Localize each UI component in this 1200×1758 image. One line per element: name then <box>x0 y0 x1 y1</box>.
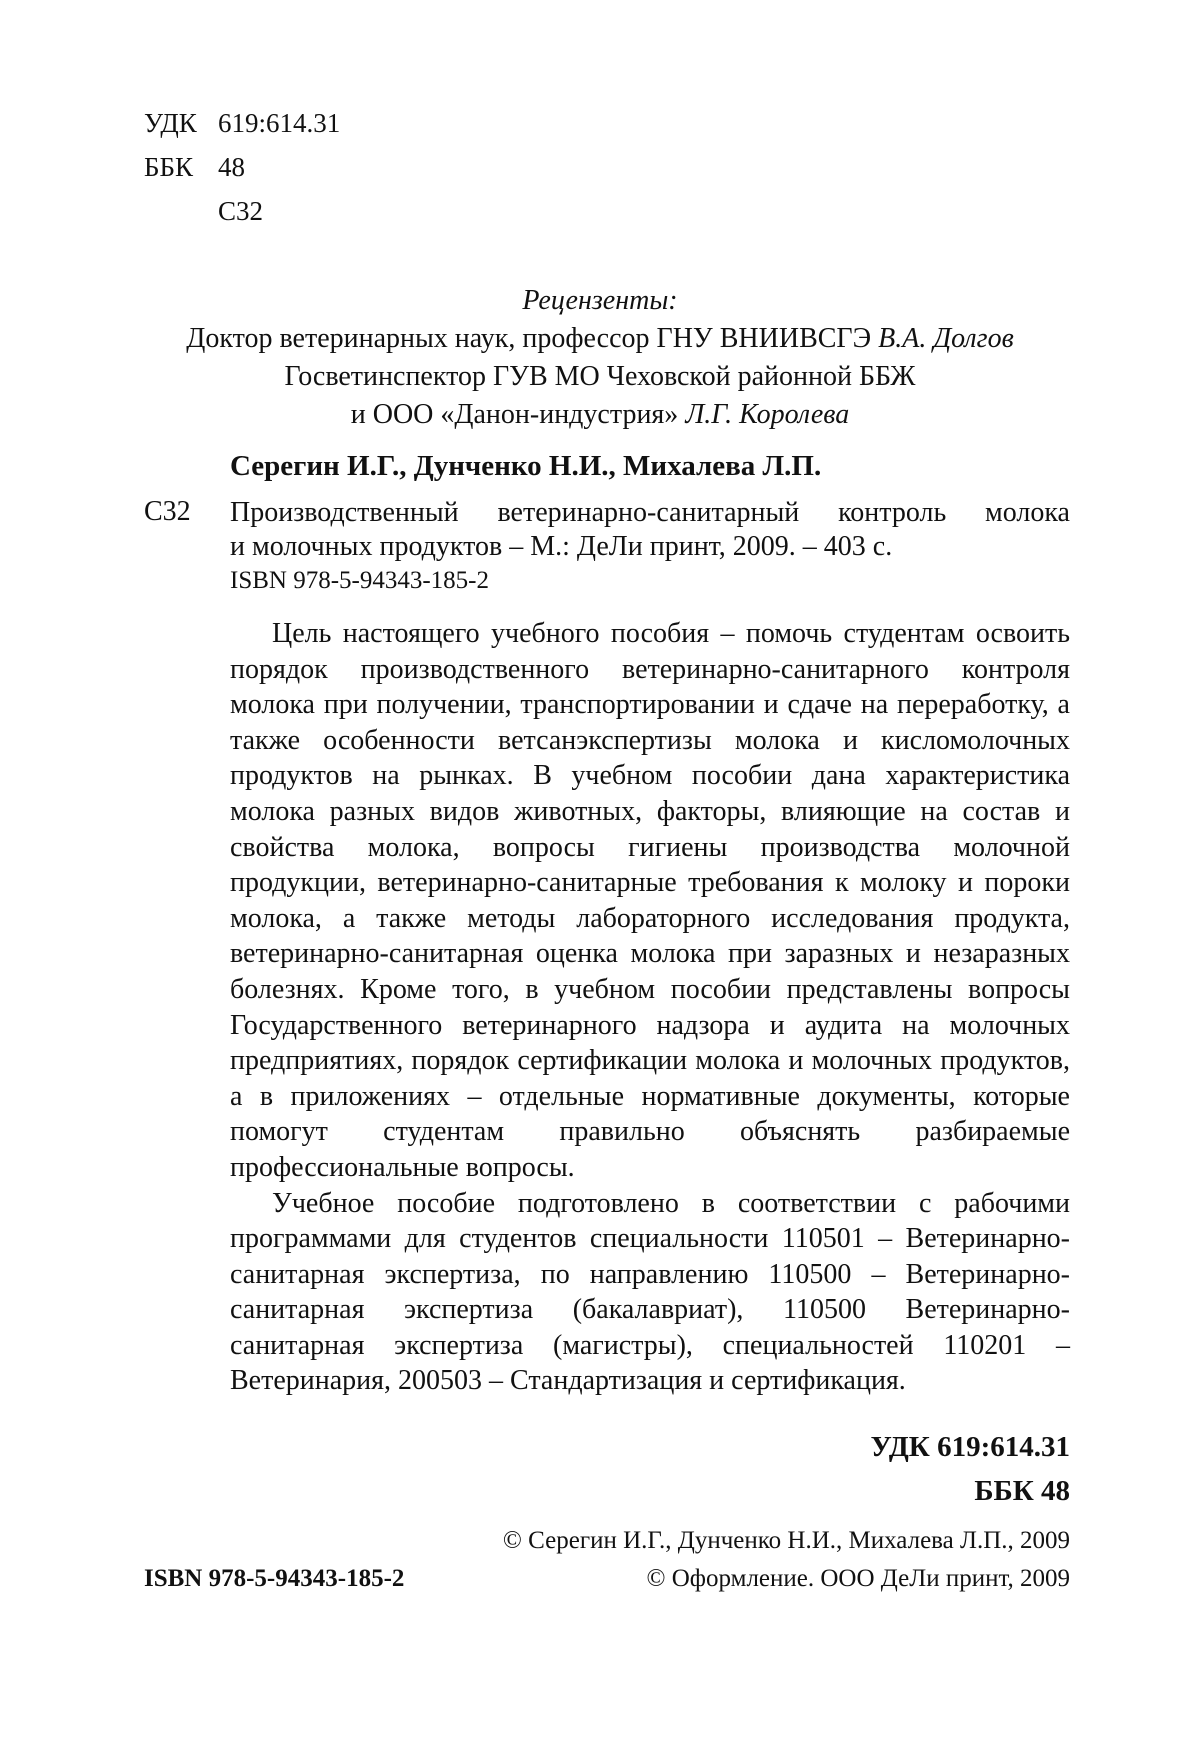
author-mark: С32 <box>218 196 264 226</box>
udk-line <box>144 104 340 142</box>
bottom-isbn: ISBN 978-5-94343-185-2 <box>144 1565 405 1592</box>
reviewer-1-name: В.А. Долгов <box>878 323 1014 354</box>
abstract <box>230 616 1070 1399</box>
book-title-line-1: Производственный ветеринарно-санитарный контроль молока <box>230 497 1070 528</box>
reviewer-line-3 <box>150 396 1050 434</box>
reviewer-2-organization: и ООО «Данон-индустрия» <box>350 399 679 430</box>
reviewers-title: Рецензенты: <box>522 285 678 316</box>
reviewers-block <box>150 282 1050 434</box>
book-title-line-2: и молочных продуктов – М.: ДеЛи принт, 2009. – 403 с. <box>230 531 893 562</box>
bbk-label: ББК <box>144 152 194 182</box>
bbk-value: 48 <box>218 152 245 182</box>
bottom-udk: УДК 619:614.31 <box>870 1431 1070 1463</box>
book-code: С32 <box>144 496 191 527</box>
copyright-authors: © Серегин И.Г., Дунченко Н.И., Михалева Л.П., 2009 <box>502 1527 1070 1554</box>
abstract-paragraph-1: Цель настоящего учебного пособия – помочь студентам освоить порядок производственного ветеринарно-санитарного контроля молока при получении, транспортировании и сдаче на переработку, а также особенности ветсанэкспертизы молока и кисломолочных продуктов на рынках. В учебном пособии дана характеристика молока разных видов животных, факторы, влияющие на состав и свойства молока, вопросы гигиены производства молочной продукции, ветеринарно-санитарные требования к молоку и пороки молока, а также методы лабораторного исследования продукта, ветеринарно-санитарная оценка молока при заразных и незаразных болезнях. Кроме того, в учебном пособии представлены вопросы Государственного ветеринарного надзора и аудита на молочных предприятиях, порядок сертификации молока и молочных продуктов, а в приложениях – отдельные нормативные документы, которые помогут студентам правильно объяснять разбираемые профессиональные вопросы. <box>230 618 1070 1183</box>
bottom-bbk: ББК 48 <box>974 1475 1070 1507</box>
copyright-design: © Оформление. ООО ДеЛи принт, 2009 <box>646 1565 1070 1592</box>
bottom-classification <box>871 1425 1071 1513</box>
reviewer-1-position: Доктор ветеринарных наук, профессор ГНУ ВНИИВСГЭ <box>186 323 872 354</box>
bbk-line <box>144 148 245 186</box>
reviewer-2-name: Л.Г. Королева <box>685 399 850 430</box>
book-isbn: ISBN 978-5-94343-185-2 <box>230 567 490 594</box>
bibliographic-description <box>230 496 1070 598</box>
reviewer-line-2: Госветинспектор ГУВ МО Чеховской районной ББЖ <box>284 361 916 392</box>
udk-label: УДК <box>144 108 197 138</box>
abstract-paragraph-2: Учебное пособие подготовлено в соответствии с рабочими программами для студентов специальности 110501 – Ветеринарно-санитарная экспертиза, по направлению 110500 – Ветеринарно-санитарная экспертиза (бакалавриат), 110500 Ветеринарно-санитарная экспертиза (магистры), специальностей 110201 – Ветеринария, 200503 – Стандартизация и сертификация. <box>230 1187 1070 1397</box>
book-authors: Серегин И.Г., Дунченко Н.И., Михалева Л.П. <box>230 450 822 482</box>
udk-value: 619:614.31 <box>218 108 341 138</box>
reviewer-line-1 <box>150 320 1050 358</box>
copyright-block <box>503 1522 1070 1598</box>
